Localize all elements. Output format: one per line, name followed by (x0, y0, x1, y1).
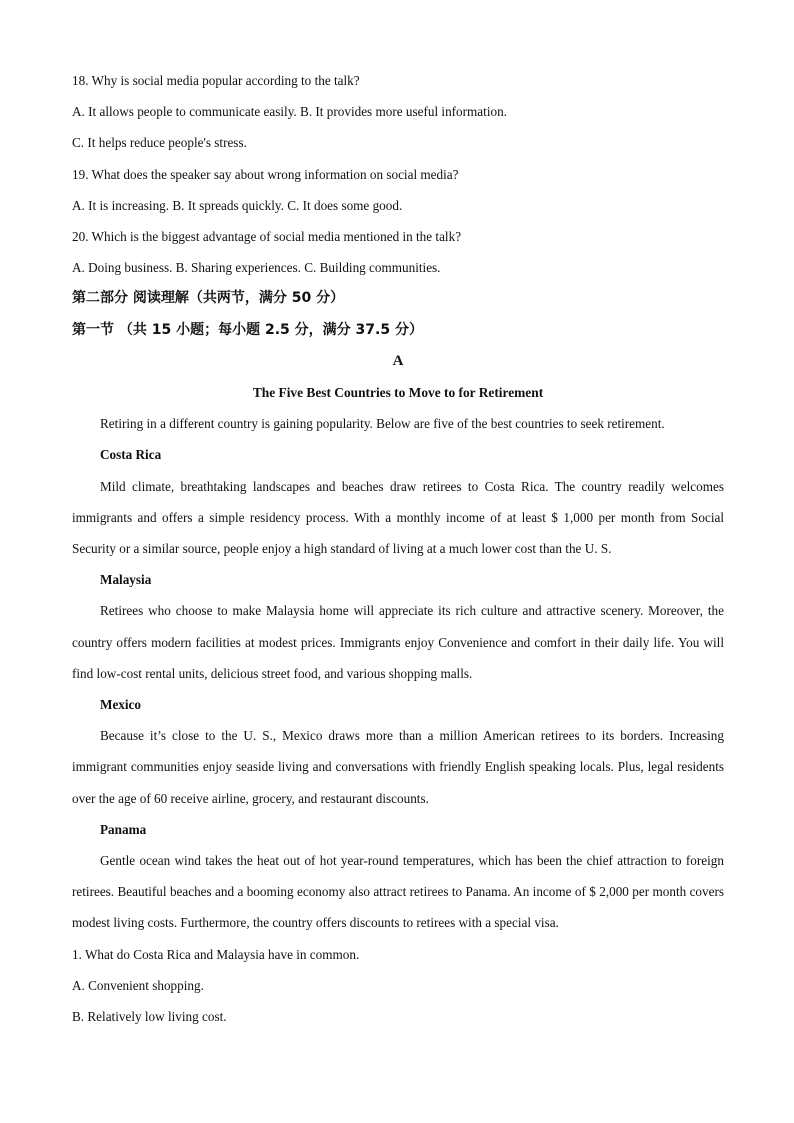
question-20-stem: 20. Which is the biggest advantage of social media mentioned in the talk? (72, 229, 462, 245)
question-18-stem: 18. Why is social media popular according to the talk? (72, 73, 360, 88)
part-two-heading: 第二部分 阅读理解（共两节，满分 50 分） (72, 290, 345, 307)
question-19-options: A. It is increasing. B. It spreads quickly. C. It does some good. (72, 197, 403, 213)
exam-page (72, 65, 724, 1032)
country-heading-malaysia: Malaysia (100, 572, 152, 588)
country-text-malaysia: Retirees who choose to make Malaysia home will appreciate its rich culture and attractive scenery. Moreover, the country offers modern facilities at modest prices. Immigrants enjoy Convenience and comfort in their daily life. You will find low-cost rental units, delicious street food, and various shopping malls. (72, 603, 724, 681)
question-19-stem: 19. What does the speaker say about wrong information on social media? (72, 166, 459, 182)
passage-letter: A (392, 352, 404, 369)
question-18-options-ab: A. It allows people to communicate easily. B. It provides more useful information. (72, 104, 507, 120)
question-18-option-c: C. It helps reduce people's stress. (72, 135, 247, 151)
section-one-heading: 第一节 （共 15 小题；每小题 2.5 分，满分 37.5 分） (72, 321, 423, 338)
question-1-stem: 1. What do Costa Rica and Malaysia have in common. (72, 946, 360, 962)
country-heading-mexico: Mexico (100, 697, 142, 713)
question-1-option-b: B. Relatively low living cost. (72, 1009, 227, 1025)
country-heading-costa-rica: Costa Rica (100, 447, 162, 463)
question-20-options: A. Doing business. B. Sharing experiences. C. Building communities. (72, 260, 441, 276)
country-text-panama: Gentle ocean wind takes the heat out of hot year-round temperatures, which has been the chief attraction to foreign retirees. Beautiful beaches and a booming economy also attract retirees to Panama. An income of $ 2,000 per month covers modest living costs. Furthermore, the country offers discounts to retirees with a special visa. (72, 853, 724, 931)
passage-title: The Five Best Countries to Move to for Retirement (252, 385, 544, 401)
country-heading-panama: Panama (100, 821, 147, 837)
country-text-mexico: Because it’s close to the U. S., Mexico draws more than a million American retirees to its borders. Increasing immigrant communities enjoy seaside living and conversations with friendly English speaking locals. Plus, legal residents over the age of 60 receive airline, grocery, and restaurant discounts. (72, 728, 724, 806)
passage-intro: Retiring in a different country is gaining popularity. Below are five of the best countries to seek retirement. (100, 416, 665, 432)
question-1-option-a: A. Convenient shopping. (72, 977, 204, 993)
country-text-costa-rica: Mild climate, breathtaking landscapes and beaches draw retirees to Costa Rica. The country readily welcomes immigrants and offers a simple residency process. With a monthly income of at least $ 1,000 per month from Social Security or a similar source, people enjoy a high standard of living at a much lower cost than the U. S. (72, 478, 724, 557)
